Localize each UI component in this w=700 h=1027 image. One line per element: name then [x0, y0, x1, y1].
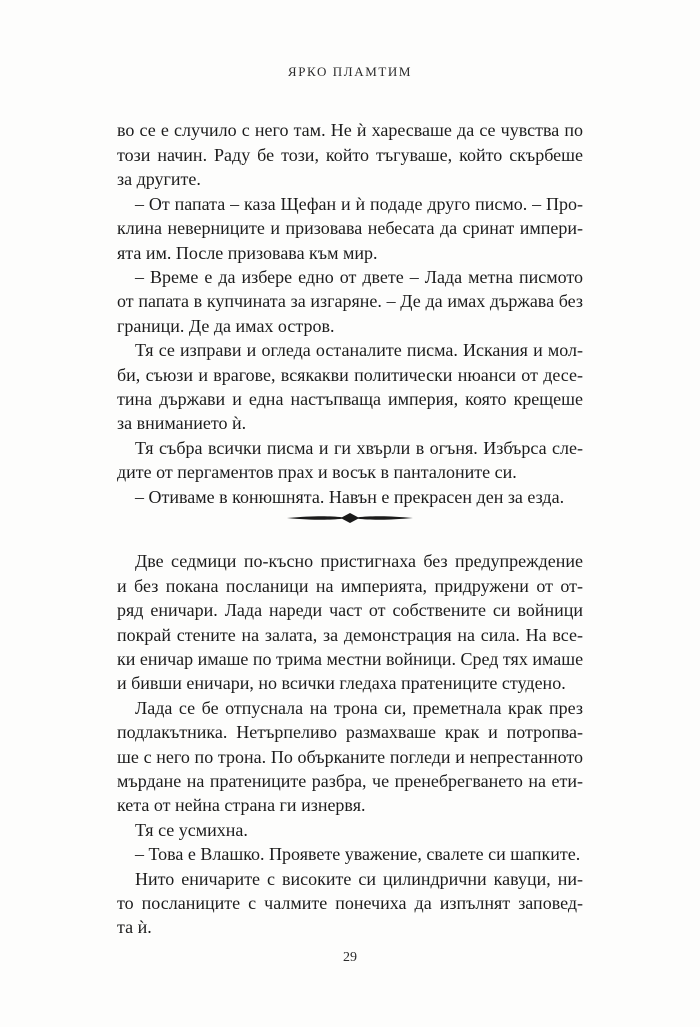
text-line: – Отиваме в конюшнята. Навън е прекрасен ден за езда.	[135, 487, 565, 507]
text-line: за вниманието ѝ.	[117, 413, 247, 433]
text-line: – Това е Влашко. Проявете уважение, свалете си шапките.	[135, 844, 581, 864]
text-line: Лада се бе отпуснала на трона си, преметнала крак през	[135, 698, 583, 718]
text-line: во се е случило с него там. Не ѝ харесваше да се чувства по	[117, 120, 583, 140]
text-line: този начин. Раду бе този, който тъгуваше, който скърбеше	[117, 145, 583, 165]
running-head: ЯРКО ПЛАМТИМ	[287, 64, 413, 79]
text-line: клина неверниците и призовава небесата да сринат импери-	[117, 218, 583, 238]
page-number: 29	[343, 950, 357, 965]
text-line: Тя се изправи и огледа останалите писма. Искания и мол-	[135, 340, 583, 360]
text-line: Тя се усмихна.	[135, 820, 248, 840]
text-line: Две седмици по-късно пристигнаха без предупреждение	[135, 551, 583, 571]
text-line: ята им. После призовава към мир.	[117, 243, 378, 263]
text-line: би, съюзи и врагове, всякакви политически нюанси от десе-	[117, 365, 583, 385]
text-line: та ѝ.	[117, 917, 152, 937]
text-line: и бивши еничари, но всички гледаха пратениците студено.	[117, 673, 566, 693]
section-break-ornament-icon	[285, 511, 415, 525]
text-line: то посланиците с чалмите понечиха да изпълнят заповед-	[117, 893, 583, 913]
text-line: ряд еничари. Лада нареди част от собствените си войници	[117, 600, 583, 620]
text-line: – От папата – каза Щефан и ѝ подаде друго писмо. – Про-	[135, 194, 583, 214]
text-line: – Време е да избере едно от двете – Лада метна писмото	[135, 267, 583, 287]
text-line: от папата в купчината за изгаряне. – Де да имах държава без	[117, 291, 583, 311]
text-line: Тя събра всички писма и ги хвърли в огъня. Избърса сле-	[135, 438, 583, 458]
text-line: тина държави и една настъпваща империя, която крещеше	[117, 389, 583, 409]
text-line: покрай стените на залата, за демонстрация на сила. На все-	[117, 625, 583, 645]
text-line: кета от нейна страна ги изнервя.	[117, 795, 366, 815]
text-line: граници. Де да имах остров.	[117, 316, 335, 336]
text-line: ше с него по трона. По обърканите погледи и непрестанното	[117, 747, 583, 767]
text-line: мърдане на пратениците разбра, че пренебрегването на ети-	[117, 771, 583, 791]
text-line: за другите.	[117, 169, 201, 189]
text-line: дите от пергаментов прах и восък в панталоните си.	[117, 462, 517, 482]
text-line: и без покана посланици на империята, придружени от от-	[117, 576, 583, 596]
text-line: Нито еничарите с високите си цилиндрични кавуци, ни-	[135, 869, 583, 889]
text-line: ки еничар имаше по трима местни войници. Сред тях имаше	[117, 649, 584, 669]
text-line: подлакътника. Нетърпеливо размахваше крак и потропва-	[117, 722, 583, 742]
